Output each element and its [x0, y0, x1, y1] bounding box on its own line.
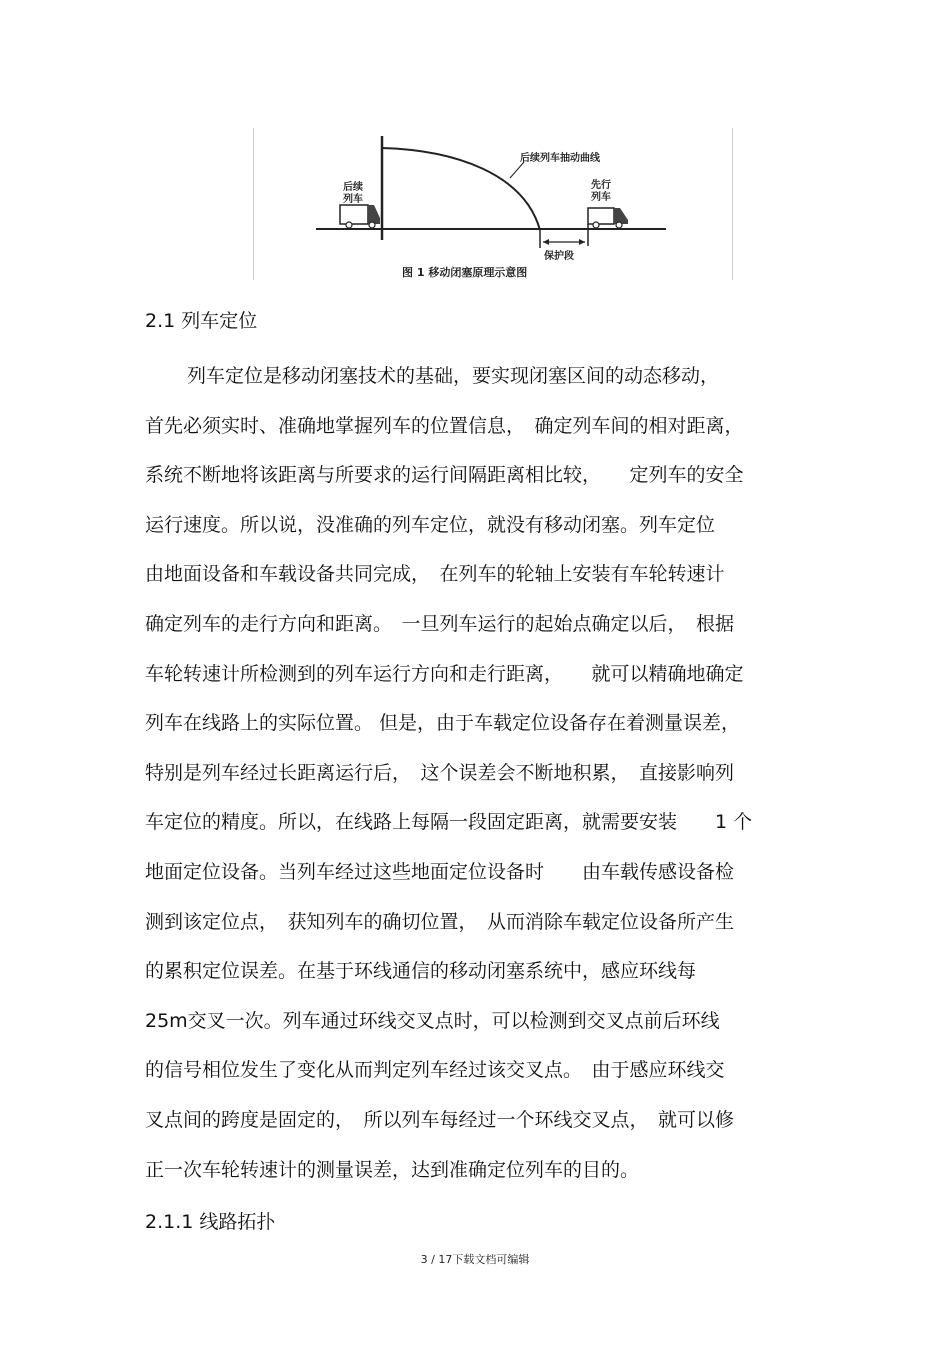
subsection-heading: 2.1.1 线路拓扑	[145, 1211, 276, 1233]
page-footer: 3 / 17下载文档可编辑	[420, 1253, 530, 1266]
paragraph-line: 列车在线路上的实际位置。 但是，由于车载定位设备存在着测量误差，	[145, 712, 741, 735]
paragraph-line: 25m交叉一次。列车通过环线交叉点时，可以检测到交叉点前后环线	[145, 1009, 720, 1032]
curve-leader	[510, 162, 524, 178]
paragraph-line: 测到该定位点， 获知列车的确切位置， 从而消除车载定位设备所产生	[145, 910, 735, 933]
paragraph-line: 的信号相位发生了变化从而判定列车经过该交叉点。 由于感应环线交	[145, 1059, 725, 1082]
lead-train-label-1: 先行	[591, 180, 611, 191]
paragraph-line: 首先必须实时、准确地掌握列车的位置信息， 确定列车间的相对距离，	[145, 414, 744, 437]
paragraph-line: 车轮转速计所检测到的列车运行方向和走行距离， 就可以精确地确定	[145, 662, 744, 685]
paragraph-line: 正一次车轮转速计的测量误差，达到准确定位列车的目的。	[145, 1158, 640, 1181]
lead-train-icon	[588, 208, 628, 228]
paragraph-line: 地面定位设备。当列车经过这些地面定位设备时 由车载传感设备检	[145, 860, 735, 883]
paragraph-line: 叉点间的跨度是固定的， 所以列车每经过一个环线交叉点， 就可以修	[145, 1108, 735, 1131]
curve-label: 后续列车抽动曲线	[520, 153, 600, 164]
moving-block-diagram	[254, 128, 732, 280]
paragraph-line: 车定位的精度。所以，在线路上每隔一段固定距离，就需要安装 1 个	[145, 811, 753, 834]
body-paragraph	[145, 352, 825, 1195]
paragraph-line: 特别是列车经过长距离运行后， 这个误差会不断地积累， 直接影响列	[145, 761, 735, 784]
figure-moving-block	[253, 128, 733, 280]
following-train-label-2: 列车	[343, 194, 363, 205]
following-train-icon	[340, 205, 380, 228]
paragraph-line: 的累积定位误差。在基于环线通信的移动闭塞系统中，感应环线每	[145, 960, 697, 983]
paragraph-line: 确定列车的走行方向和距离。 一旦列车运行的起始点确定以后， 根据	[145, 612, 735, 635]
following-train-label-1: 后续	[343, 182, 363, 193]
lead-train-label-2: 列车	[591, 192, 611, 203]
paragraph-line: 列车定位是移动闭塞技术的基础，要实现闭塞区间的动态移动，	[187, 365, 720, 387]
figure-caption: 图 1 移动闭塞原理示意图	[402, 266, 528, 279]
braking-curve	[382, 148, 540, 230]
paragraph-line: 由地面设备和车载设备共同完成， 在列车的轮轴上安装有车轮转速计	[145, 563, 725, 586]
paragraph-line: 系统不断地将该距离与所要求的运行间隔距离相比较， 定列车的安全	[145, 464, 744, 487]
section-heading: 2.1 列车定位	[145, 310, 258, 332]
paragraph-line: 运行速度。所以说，没准确的列车定位，就没有移动闭塞。列车定位	[145, 513, 716, 536]
protection-label: 保护段	[544, 251, 574, 262]
